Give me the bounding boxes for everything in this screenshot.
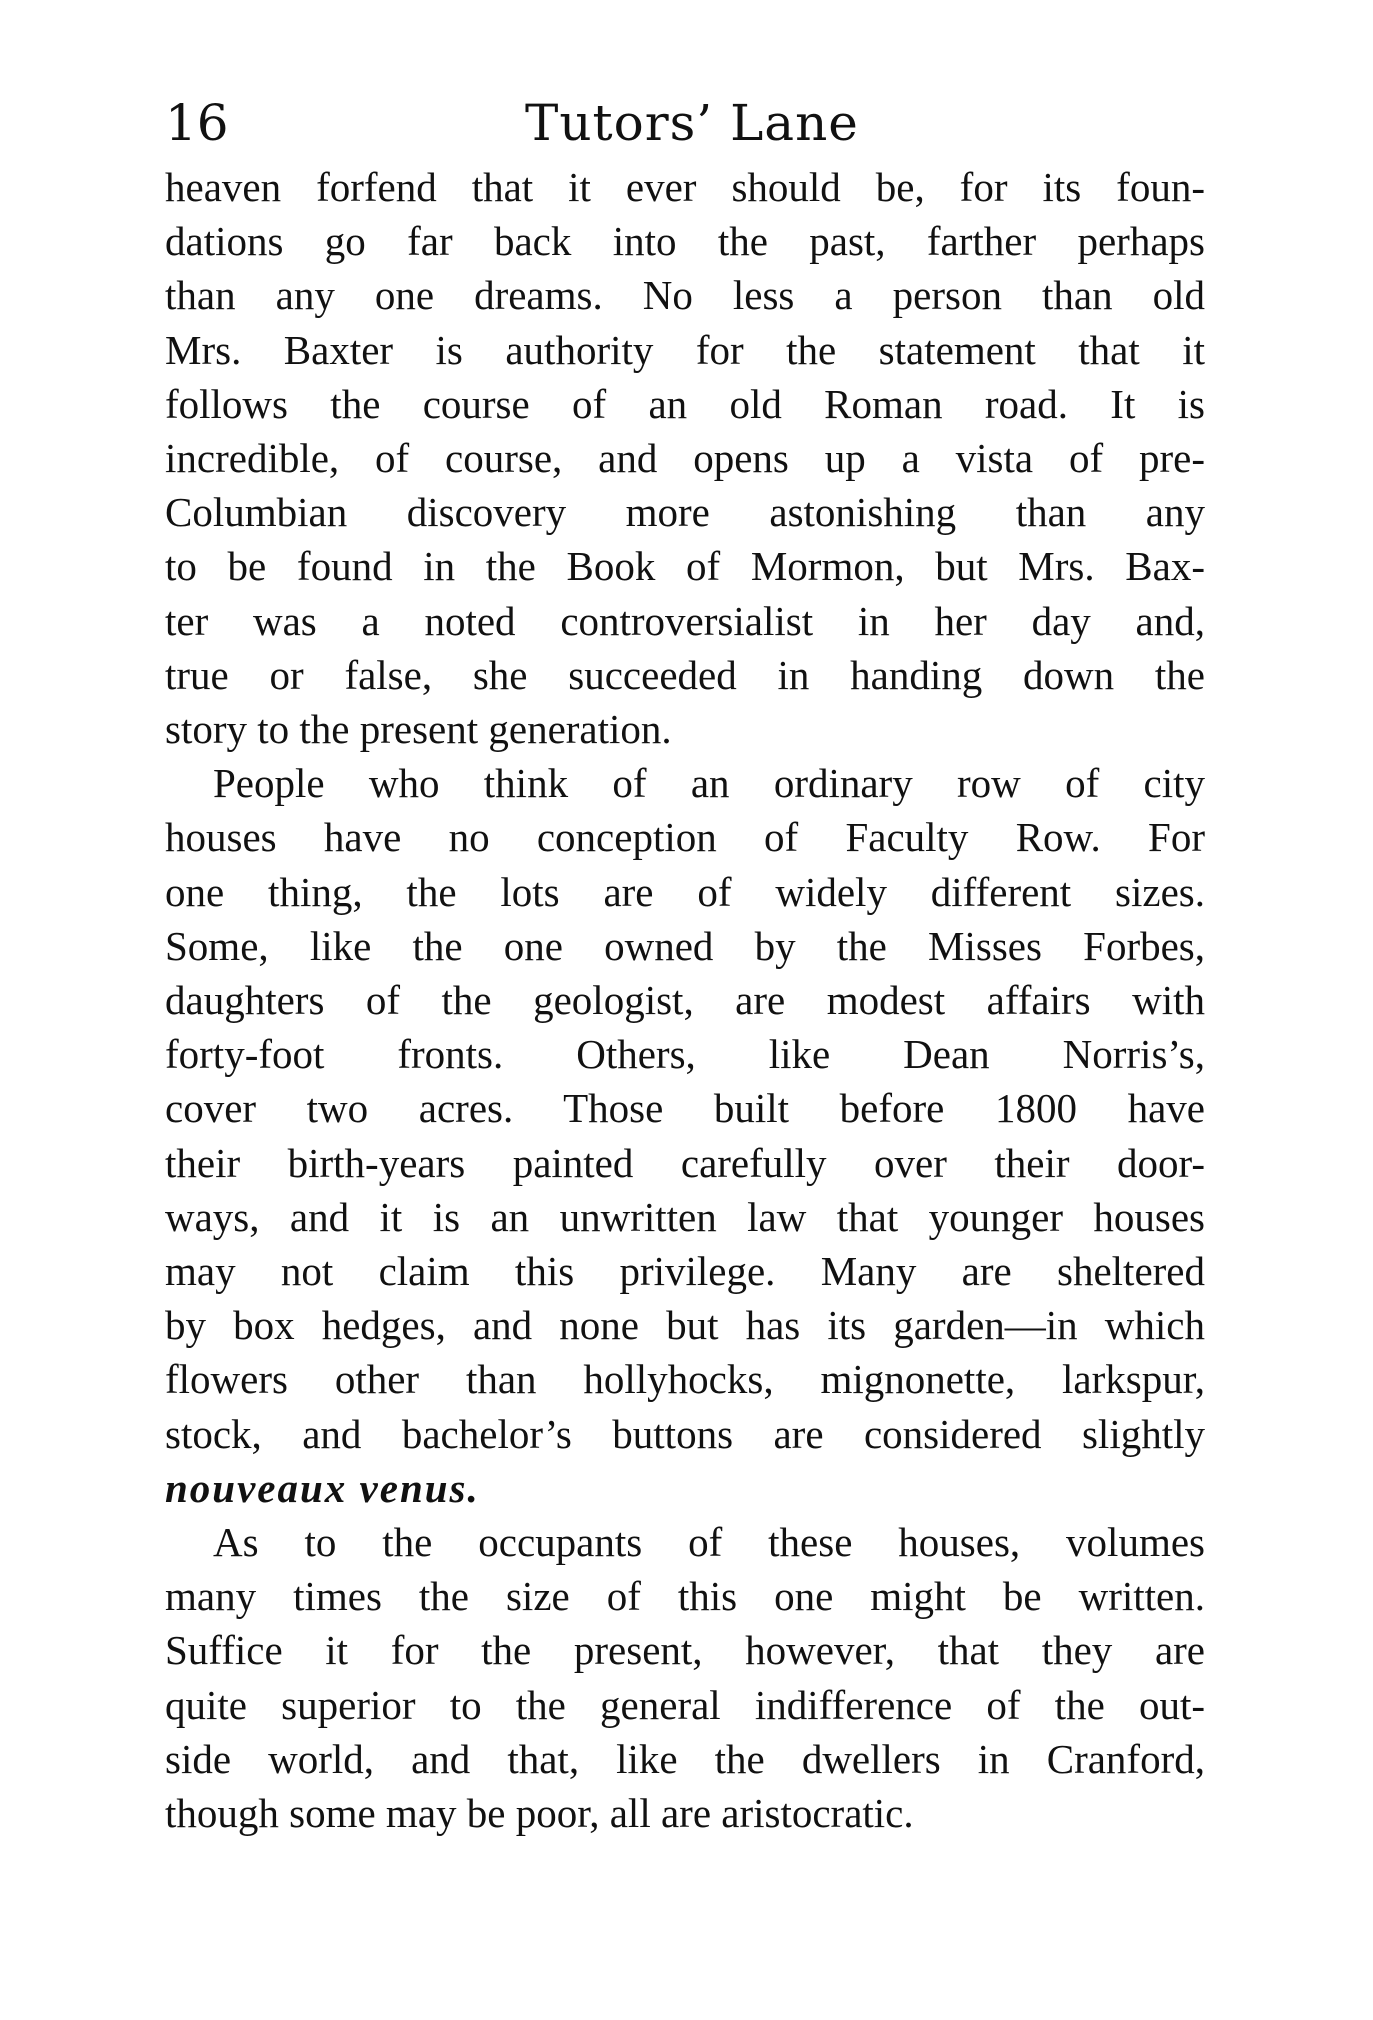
text-line: Some, like the one owned by the Misses Forbes, [165, 922, 1205, 969]
paragraph-2 [165, 756, 1205, 810]
paragraph-3-continued [165, 1569, 1205, 1840]
text-line: to be found in the Book of Mormon, but Mrs. Bax- [165, 543, 1205, 590]
text-line: forty-foot fronts. Others, like Dean Norris’s, [165, 1031, 1205, 1078]
italic-phrase: nouveaux venus. [165, 1464, 480, 1511]
text-line: many times the size of this one might be written. [165, 1573, 1205, 1620]
text-line: one thing, the lots are of widely different sizes. [165, 868, 1205, 915]
page-header [165, 88, 1205, 158]
text-line: their birth-years painted carefully over their door- [165, 1139, 1205, 1186]
text-line: Mrs. Baxter is authority for the statement that it [165, 326, 1205, 373]
paragraph-3 [165, 1515, 1205, 1569]
text-line: heaven forfend that it ever should be, for its foun- [165, 164, 1205, 210]
text-line: side world, and that, like the dwellers in Cranford, [165, 1735, 1205, 1782]
text-line: than any one dreams. No less a person than old [165, 272, 1205, 319]
running-title: Tutors’ Lane [525, 94, 859, 152]
body-text [165, 160, 1205, 1840]
text-line: ter was a noted controversialist in her day and, [165, 597, 1205, 644]
text-line: People who think of an ordinary row of city [213, 760, 1205, 807]
text-line: flowers other than hollyhocks, mignonette, larkspur, [165, 1356, 1205, 1403]
text-line: follows the course of an old Roman road. It is [165, 380, 1205, 427]
text-line: houses have no conception of Faculty Row. For [165, 814, 1205, 861]
text-line: dations go far back into the past, farther perhaps [165, 218, 1205, 265]
text-line: daughters of the geologist, are modest affairs with [165, 977, 1205, 1024]
text-line: As to the occupants of these houses, volumes [213, 1519, 1205, 1566]
text-line: by box hedges, and none but has its garden—in which [165, 1302, 1205, 1349]
text-line: though some may be poor, all are aristocratic. [165, 1790, 914, 1837]
text-line: true or false, she succeeded in handing down the [165, 651, 1205, 698]
text-line: may not claim this privilege. Many are sheltered [165, 1248, 1205, 1295]
paragraph-2-continued [165, 810, 1205, 1515]
text-line: Suffice it for the present, however, that they are [165, 1627, 1205, 1674]
paragraph-1 [165, 160, 1205, 756]
text-line: incredible, of course, and opens up a vista of pre- [165, 435, 1205, 482]
text-line: Columbian discovery more astonishing than any [165, 489, 1205, 536]
text-line: quite superior to the general indifference of the out- [165, 1681, 1205, 1728]
text-line: stock, and bachelor’s buttons are considered slightly [165, 1410, 1205, 1457]
text-line: ways, and it is an unwritten law that younger houses [165, 1193, 1205, 1240]
page-number: 16 [165, 94, 229, 152]
text-line: cover two acres. Those built before 1800 have [165, 1085, 1205, 1132]
text-line: story to the present generation. [165, 706, 672, 753]
